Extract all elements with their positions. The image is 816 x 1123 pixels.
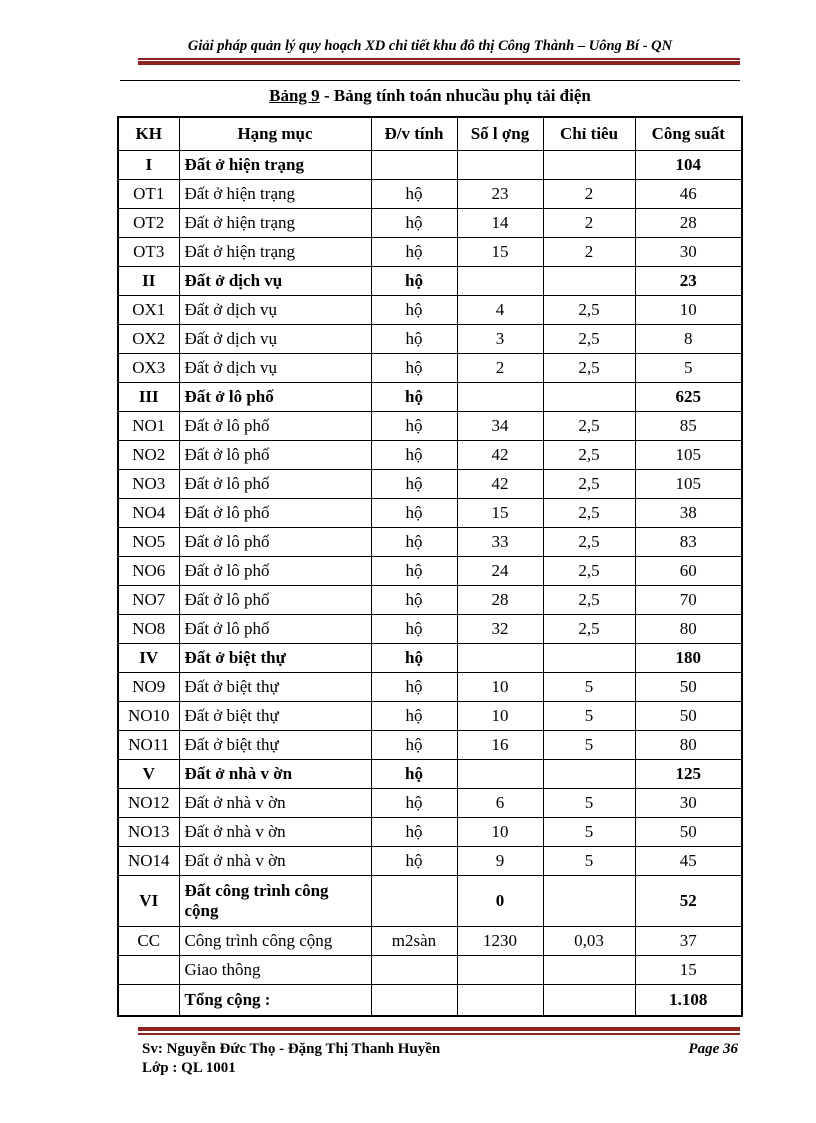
cell-hang-muc: Đất ở hiện trạng bbox=[179, 151, 371, 180]
cell-cong-suat: 104 bbox=[635, 151, 742, 180]
cell-so-luong: 6 bbox=[457, 789, 543, 818]
cell-so-luong: 16 bbox=[457, 731, 543, 760]
cell-so-luong bbox=[457, 644, 543, 673]
cell-chi-tieu: 2,5 bbox=[543, 296, 635, 325]
cell-cong-suat: 30 bbox=[635, 238, 742, 267]
table-row bbox=[118, 354, 742, 383]
table-row bbox=[118, 644, 742, 673]
cell-cong-suat: 625 bbox=[635, 383, 742, 412]
cell-kh: CC bbox=[118, 927, 179, 956]
table-row bbox=[118, 586, 742, 615]
cell-chi-tieu: 5 bbox=[543, 818, 635, 847]
cell-so-luong: 23 bbox=[457, 180, 543, 209]
cell-don-vi: hộ bbox=[371, 470, 457, 499]
cell-cong-suat: 5 bbox=[635, 354, 742, 383]
cell-kh: VI bbox=[118, 876, 179, 927]
table-row bbox=[118, 702, 742, 731]
cell-kh: OX3 bbox=[118, 354, 179, 383]
cell-so-luong: 10 bbox=[457, 818, 543, 847]
table-header-row bbox=[118, 117, 742, 151]
cell-so-luong: 1230 bbox=[457, 927, 543, 956]
cell-so-luong: 14 bbox=[457, 209, 543, 238]
cell-don-vi bbox=[371, 876, 457, 927]
table-row bbox=[118, 985, 742, 1017]
cell-hang-muc: Đất ở hiện trạng bbox=[179, 209, 371, 238]
cell-don-vi: hộ bbox=[371, 644, 457, 673]
cell-kh: NO12 bbox=[118, 789, 179, 818]
cell-don-vi bbox=[371, 151, 457, 180]
cell-hang-muc: Công trình công cộng bbox=[179, 927, 371, 956]
cell-chi-tieu: 5 bbox=[543, 789, 635, 818]
cell-so-luong bbox=[457, 760, 543, 789]
cell-so-luong: 2 bbox=[457, 354, 543, 383]
cell-hang-muc: Đất ở dịch vụ bbox=[179, 354, 371, 383]
cell-don-vi bbox=[371, 956, 457, 985]
cell-so-luong bbox=[457, 985, 543, 1017]
cell-chi-tieu: 2,5 bbox=[543, 586, 635, 615]
cell-so-luong: 42 bbox=[457, 470, 543, 499]
cell-cong-suat: 83 bbox=[635, 528, 742, 557]
cell-don-vi: hộ bbox=[371, 789, 457, 818]
header-divider bbox=[120, 80, 740, 81]
cell-chi-tieu: 2,5 bbox=[543, 499, 635, 528]
cell-don-vi: hộ bbox=[371, 760, 457, 789]
cell-kh: I bbox=[118, 151, 179, 180]
cell-cong-suat: 45 bbox=[635, 847, 742, 876]
cell-don-vi: hộ bbox=[371, 528, 457, 557]
cell-hang-muc: Đất ở lô phố bbox=[179, 441, 371, 470]
table-row bbox=[118, 847, 742, 876]
cell-don-vi: hộ bbox=[371, 441, 457, 470]
cell-so-luong: 32 bbox=[457, 615, 543, 644]
table-row bbox=[118, 325, 742, 354]
cell-chi-tieu: 2,5 bbox=[543, 615, 635, 644]
cell-kh: NO1 bbox=[118, 412, 179, 441]
table-row bbox=[118, 238, 742, 267]
cell-hang-muc: Đất ở lô phố bbox=[179, 586, 371, 615]
cell-so-luong: 9 bbox=[457, 847, 543, 876]
cell-don-vi: hộ bbox=[371, 847, 457, 876]
cell-kh: NO6 bbox=[118, 557, 179, 586]
cell-hang-muc: Đất ở biệt thự bbox=[179, 644, 371, 673]
cell-so-luong bbox=[457, 383, 543, 412]
cell-kh: NO8 bbox=[118, 615, 179, 644]
cell-don-vi bbox=[371, 985, 457, 1017]
cell-don-vi: hộ bbox=[371, 238, 457, 267]
cell-hang-muc: Đất ở nhà v ờn bbox=[179, 818, 371, 847]
cell-hang-muc: Đất ở biệt thự bbox=[179, 673, 371, 702]
table-row bbox=[118, 267, 742, 296]
power-load-table bbox=[117, 116, 743, 1017]
cell-hang-muc: Đất ở lô phố bbox=[179, 412, 371, 441]
cell-chi-tieu bbox=[543, 151, 635, 180]
cell-hang-muc: Đất ở dịch vụ bbox=[179, 296, 371, 325]
cell-cong-suat: 15 bbox=[635, 956, 742, 985]
cell-cong-suat: 38 bbox=[635, 499, 742, 528]
footer-rule-thick bbox=[138, 1027, 740, 1031]
table-row bbox=[118, 731, 742, 760]
cell-kh: OT3 bbox=[118, 238, 179, 267]
cell-chi-tieu: 5 bbox=[543, 673, 635, 702]
cell-kh bbox=[118, 956, 179, 985]
col-header-kh: KH bbox=[118, 117, 179, 151]
cell-hang-muc: Đất ở nhà v ờn bbox=[179, 847, 371, 876]
cell-kh: II bbox=[118, 267, 179, 296]
table-row bbox=[118, 441, 742, 470]
cell-chi-tieu: 2 bbox=[543, 209, 635, 238]
table-title bbox=[120, 86, 740, 106]
cell-chi-tieu: 2,5 bbox=[543, 325, 635, 354]
cell-cong-suat: 10 bbox=[635, 296, 742, 325]
cell-cong-suat: 70 bbox=[635, 586, 742, 615]
cell-don-vi: hộ bbox=[371, 412, 457, 441]
table-row bbox=[118, 760, 742, 789]
table-row bbox=[118, 673, 742, 702]
cell-kh: NO10 bbox=[118, 702, 179, 731]
cell-don-vi: hộ bbox=[371, 557, 457, 586]
table-row bbox=[118, 956, 742, 985]
cell-cong-suat: 37 bbox=[635, 927, 742, 956]
table-title-text: - Bảng tính toán nhucầu phụ tải điện bbox=[319, 86, 591, 105]
cell-so-luong: 42 bbox=[457, 441, 543, 470]
col-header-don-vi: Đ/v tính bbox=[371, 117, 457, 151]
cell-kh: III bbox=[118, 383, 179, 412]
cell-don-vi: hộ bbox=[371, 586, 457, 615]
cell-kh: NO9 bbox=[118, 673, 179, 702]
col-header-chi-tieu: Chỉ tiêu bbox=[543, 117, 635, 151]
cell-chi-tieu bbox=[543, 956, 635, 985]
cell-cong-suat: 105 bbox=[635, 441, 742, 470]
table-row bbox=[118, 209, 742, 238]
table-title-label: Bảng 9 bbox=[269, 86, 320, 105]
table-row bbox=[118, 499, 742, 528]
table-row bbox=[118, 528, 742, 557]
cell-so-luong: 24 bbox=[457, 557, 543, 586]
cell-chi-tieu: 5 bbox=[543, 847, 635, 876]
cell-don-vi: hộ bbox=[371, 209, 457, 238]
cell-hang-muc: Đất ở biệt thự bbox=[179, 731, 371, 760]
cell-kh: NO13 bbox=[118, 818, 179, 847]
table-row bbox=[118, 296, 742, 325]
cell-kh: OT2 bbox=[118, 209, 179, 238]
cell-chi-tieu bbox=[543, 644, 635, 673]
cell-chi-tieu: 2 bbox=[543, 180, 635, 209]
cell-chi-tieu bbox=[543, 760, 635, 789]
table-row bbox=[118, 557, 742, 586]
page-header: Giải pháp quản lý quy hoạch XD chi tiết khu đô thị Công Thành – Uông Bí - QN bbox=[187, 38, 673, 54]
cell-so-luong bbox=[457, 151, 543, 180]
cell-hang-muc: Đất ở hiện trạng bbox=[179, 238, 371, 267]
cell-cong-suat: 60 bbox=[635, 557, 742, 586]
cell-kh: NO2 bbox=[118, 441, 179, 470]
cell-kh: NO7 bbox=[118, 586, 179, 615]
cell-don-vi: hộ bbox=[371, 383, 457, 412]
cell-chi-tieu bbox=[543, 267, 635, 296]
cell-chi-tieu: 2,5 bbox=[543, 470, 635, 499]
cell-don-vi: hộ bbox=[371, 296, 457, 325]
cell-don-vi: hộ bbox=[371, 325, 457, 354]
cell-cong-suat: 180 bbox=[635, 644, 742, 673]
cell-cong-suat: 1.108 bbox=[635, 985, 742, 1017]
cell-kh: OX1 bbox=[118, 296, 179, 325]
cell-hang-muc: Đất ở biệt thự bbox=[179, 702, 371, 731]
cell-don-vi: hộ bbox=[371, 180, 457, 209]
cell-hang-muc: Đất ở dịch vụ bbox=[179, 267, 371, 296]
cell-don-vi: hộ bbox=[371, 499, 457, 528]
cell-kh: OX2 bbox=[118, 325, 179, 354]
table-row bbox=[118, 151, 742, 180]
cell-cong-suat: 8 bbox=[635, 325, 742, 354]
cell-so-luong: 15 bbox=[457, 238, 543, 267]
cell-so-luong bbox=[457, 267, 543, 296]
cell-kh: OT1 bbox=[118, 180, 179, 209]
cell-so-luong: 15 bbox=[457, 499, 543, 528]
cell-so-luong: 0 bbox=[457, 876, 543, 927]
cell-hang-muc: Đất ở lô phố bbox=[179, 557, 371, 586]
cell-so-luong: 33 bbox=[457, 528, 543, 557]
header-rule-thin bbox=[138, 58, 740, 60]
cell-kh: NO11 bbox=[118, 731, 179, 760]
cell-so-luong: 34 bbox=[457, 412, 543, 441]
table-row bbox=[118, 615, 742, 644]
cell-don-vi: hộ bbox=[371, 673, 457, 702]
header-rule-thick bbox=[138, 61, 740, 65]
table-row bbox=[118, 818, 742, 847]
cell-kh: NO14 bbox=[118, 847, 179, 876]
cell-don-vi: hộ bbox=[371, 818, 457, 847]
cell-cong-suat: 80 bbox=[635, 615, 742, 644]
cell-kh: NO3 bbox=[118, 470, 179, 499]
cell-chi-tieu: 2 bbox=[543, 238, 635, 267]
page-number: Page 36 bbox=[688, 1041, 738, 1057]
cell-chi-tieu: 2,5 bbox=[543, 528, 635, 557]
cell-cong-suat: 30 bbox=[635, 789, 742, 818]
table-row bbox=[118, 876, 742, 927]
cell-hang-muc: Đất ở lô phố bbox=[179, 470, 371, 499]
cell-hang-muc: Đất ở hiện trạng bbox=[179, 180, 371, 209]
cell-cong-suat: 50 bbox=[635, 702, 742, 731]
cell-so-luong: 10 bbox=[457, 702, 543, 731]
cell-hang-muc: Giao thông bbox=[179, 956, 371, 985]
cell-chi-tieu: 2,5 bbox=[543, 354, 635, 383]
cell-hang-muc: Đất ở dịch vụ bbox=[179, 325, 371, 354]
cell-cong-suat: 125 bbox=[635, 760, 742, 789]
table-row bbox=[118, 470, 742, 499]
cell-cong-suat: 50 bbox=[635, 673, 742, 702]
cell-don-vi: hộ bbox=[371, 267, 457, 296]
cell-kh bbox=[118, 985, 179, 1017]
cell-cong-suat: 105 bbox=[635, 470, 742, 499]
cell-chi-tieu: 2,5 bbox=[543, 441, 635, 470]
cell-cong-suat: 28 bbox=[635, 209, 742, 238]
cell-cong-suat: 80 bbox=[635, 731, 742, 760]
cell-so-luong: 10 bbox=[457, 673, 543, 702]
cell-chi-tieu bbox=[543, 876, 635, 927]
cell-don-vi: hộ bbox=[371, 702, 457, 731]
cell-hang-muc: Đất ở lô phố bbox=[179, 383, 371, 412]
cell-cong-suat: 23 bbox=[635, 267, 742, 296]
cell-so-luong bbox=[457, 956, 543, 985]
cell-hang-muc: Đất ở lô phố bbox=[179, 615, 371, 644]
cell-chi-tieu: 2,5 bbox=[543, 557, 635, 586]
cell-cong-suat: 85 bbox=[635, 412, 742, 441]
col-header-hang-muc: Hạng mục bbox=[179, 117, 371, 151]
cell-don-vi: m2sàn bbox=[371, 927, 457, 956]
cell-don-vi: hộ bbox=[371, 731, 457, 760]
cell-chi-tieu bbox=[543, 985, 635, 1017]
cell-cong-suat: 46 bbox=[635, 180, 742, 209]
cell-hang-muc: Đất ở lô phố bbox=[179, 499, 371, 528]
cell-hang-muc: Đất ở nhà v ờn bbox=[179, 760, 371, 789]
cell-kh: NO4 bbox=[118, 499, 179, 528]
cell-cong-suat: 50 bbox=[635, 818, 742, 847]
table-row bbox=[118, 927, 742, 956]
cell-kh: IV bbox=[118, 644, 179, 673]
table-row bbox=[118, 789, 742, 818]
cell-don-vi: hộ bbox=[371, 354, 457, 383]
footer-class: Lớp : QL 1001 bbox=[142, 1060, 236, 1076]
cell-so-luong: 4 bbox=[457, 296, 543, 325]
cell-hang-muc: Tổng cộng : bbox=[179, 985, 371, 1017]
cell-cong-suat: 52 bbox=[635, 876, 742, 927]
table-row bbox=[118, 180, 742, 209]
cell-chi-tieu: 2,5 bbox=[543, 412, 635, 441]
col-header-so-luong: Số l ợng bbox=[457, 117, 543, 151]
col-header-cong-suat: Công suất bbox=[635, 117, 742, 151]
cell-don-vi: hộ bbox=[371, 615, 457, 644]
cell-hang-muc: Đất ở nhà v ờn bbox=[179, 789, 371, 818]
cell-so-luong: 3 bbox=[457, 325, 543, 354]
footer-authors: Sv: Nguyễn Đức Thọ - Đặng Thị Thanh Huyền bbox=[142, 1041, 441, 1057]
table-row bbox=[118, 412, 742, 441]
cell-kh: NO5 bbox=[118, 528, 179, 557]
cell-chi-tieu bbox=[543, 383, 635, 412]
cell-chi-tieu: 5 bbox=[543, 731, 635, 760]
table-row bbox=[118, 383, 742, 412]
cell-so-luong: 28 bbox=[457, 586, 543, 615]
cell-kh: V bbox=[118, 760, 179, 789]
cell-hang-muc: Đất ở lô phố bbox=[179, 528, 371, 557]
cell-chi-tieu: 0,03 bbox=[543, 927, 635, 956]
footer-rule-thin bbox=[138, 1033, 740, 1035]
cell-hang-muc: Đất công trình công cộng bbox=[179, 876, 371, 927]
cell-chi-tieu: 5 bbox=[543, 702, 635, 731]
